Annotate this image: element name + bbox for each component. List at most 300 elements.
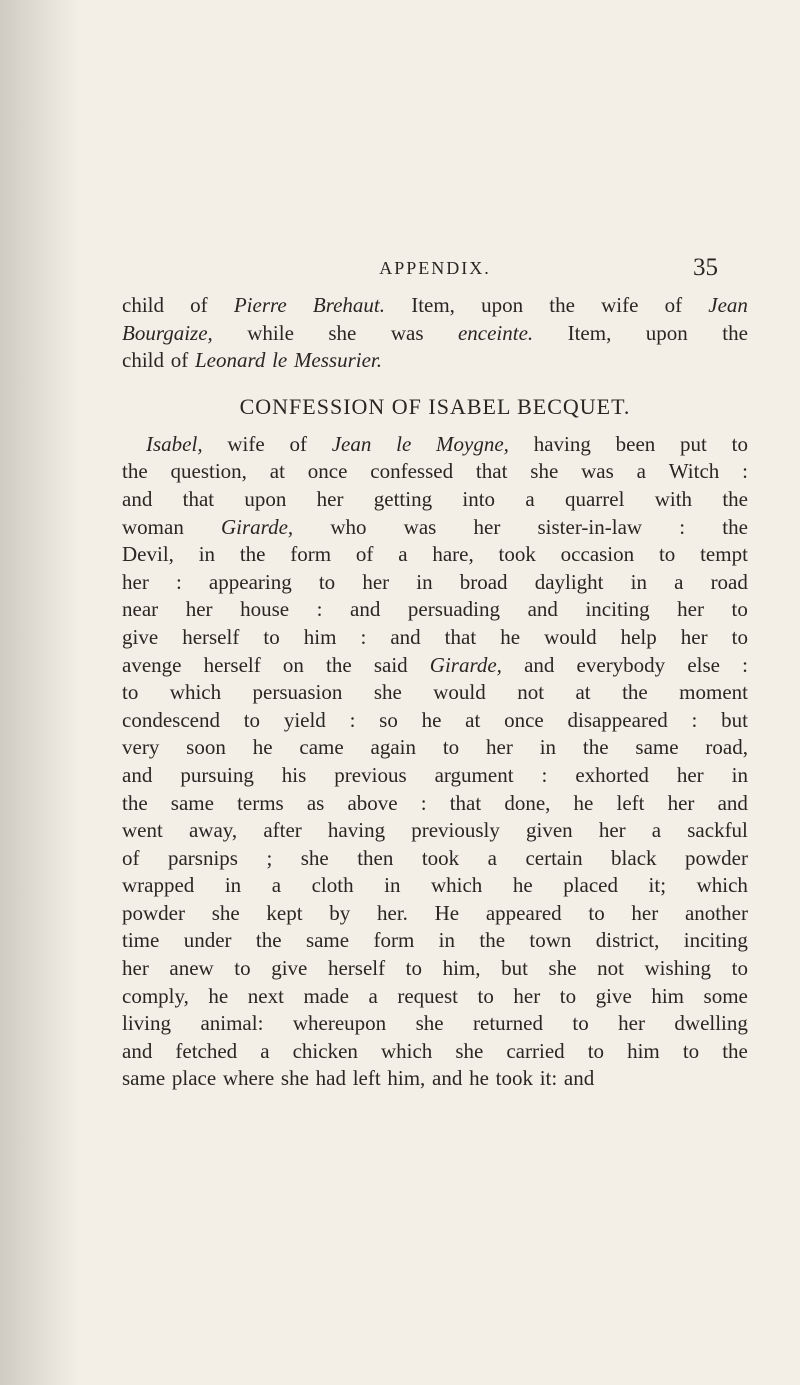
word: the [722, 1038, 748, 1063]
word: give [122, 624, 159, 649]
word: appearing [208, 569, 292, 594]
word: previously [411, 818, 500, 843]
word: a [271, 873, 282, 898]
word: in [416, 569, 433, 594]
word: her [185, 597, 213, 622]
word: a [260, 1038, 270, 1063]
word: not [597, 956, 624, 981]
word: her [362, 569, 390, 594]
word: road, [705, 735, 748, 760]
word: but [721, 707, 748, 732]
text-line [122, 458, 748, 486]
word: and [122, 1038, 153, 1063]
word: to [243, 707, 261, 732]
text-line [122, 707, 748, 735]
word: who [330, 514, 367, 539]
page-number: 35 [693, 254, 718, 281]
word: him, [387, 1066, 426, 1091]
word: Item, [567, 320, 612, 345]
word: district, [595, 928, 660, 953]
word: Girarde, [429, 652, 502, 677]
word: exhorted [575, 762, 649, 787]
word: the [722, 514, 748, 539]
word: town [529, 928, 572, 953]
text-line [122, 624, 748, 652]
word: as [306, 790, 325, 815]
word: : [360, 624, 367, 649]
text-line [122, 431, 748, 459]
word: a [398, 542, 408, 567]
word: he [573, 790, 594, 815]
word: and [122, 762, 153, 787]
text-line [122, 734, 748, 762]
word: she [280, 1066, 309, 1091]
word: but [501, 956, 528, 981]
word: wishing [644, 956, 712, 981]
text-line [122, 1038, 748, 1066]
word: certain [525, 845, 583, 870]
word: cloth [311, 873, 354, 898]
word: and [524, 652, 555, 677]
word: and [350, 597, 381, 622]
word: which [696, 873, 748, 898]
word: of [190, 293, 208, 317]
word: she [211, 900, 240, 925]
running-head: APPENDIX. [379, 258, 491, 278]
word: same [122, 1066, 166, 1091]
word: same [635, 735, 679, 760]
word: her [122, 956, 149, 981]
word: carried [506, 1038, 565, 1063]
word: herself [203, 652, 261, 677]
word: she [373, 680, 402, 705]
word: it; [648, 873, 667, 898]
word: dwelling [674, 1011, 748, 1036]
word: chicken [292, 1038, 358, 1063]
word: a [674, 569, 684, 594]
word: animal: [200, 1011, 264, 1036]
word: it: [539, 1066, 558, 1091]
word: that [182, 486, 215, 511]
word: Isabel, [146, 431, 203, 456]
word: Pierre [233, 293, 287, 317]
word: terms [237, 790, 284, 815]
word: took [421, 845, 460, 870]
word: inciting [585, 597, 650, 622]
word: her [667, 790, 695, 815]
word: made [303, 983, 349, 1008]
word: question, [170, 459, 247, 484]
word: moment [679, 680, 748, 705]
word: where [222, 1066, 275, 1091]
word: him [651, 983, 684, 1008]
word: while [247, 320, 294, 345]
word: been [615, 431, 656, 456]
word: her [473, 514, 501, 539]
word: of [289, 431, 307, 456]
word: was [403, 514, 437, 539]
word: he [500, 624, 521, 649]
word: black [611, 845, 657, 870]
word: came [299, 735, 344, 760]
word: in [438, 928, 456, 953]
word: into [462, 486, 496, 511]
word: time [122, 928, 160, 953]
word: house [240, 597, 290, 622]
word: persuasion [252, 680, 343, 705]
word: and [563, 1066, 595, 1091]
word: to [318, 569, 336, 594]
word: of [122, 845, 140, 870]
word: of [355, 542, 374, 567]
word: him [627, 1038, 660, 1063]
word: to [572, 1011, 589, 1036]
text-line [122, 900, 748, 928]
word: place [171, 1066, 217, 1091]
word: her [631, 900, 659, 925]
paragraph-item-list [122, 292, 748, 375]
word: child [122, 348, 164, 373]
word: Messurier. [293, 348, 383, 373]
word: not [517, 680, 545, 705]
word: her [618, 1011, 645, 1036]
word: to [731, 956, 748, 981]
word: with [654, 486, 693, 511]
word: powder [685, 845, 748, 870]
text-line [122, 762, 748, 790]
word: was [390, 320, 424, 345]
word: : [679, 514, 686, 539]
word: and [717, 790, 748, 815]
text-line [122, 872, 748, 900]
text-line [122, 817, 748, 845]
word: give [595, 983, 632, 1008]
word: to [559, 983, 577, 1008]
text-line [122, 347, 748, 375]
word: she [328, 320, 357, 345]
word: the [722, 486, 748, 511]
word: a [651, 818, 662, 843]
word: in [224, 873, 242, 898]
word: whereupon [292, 1011, 387, 1036]
word: disappeared [567, 707, 668, 732]
word: confessed [370, 459, 454, 484]
word: after [263, 818, 302, 843]
word: done, [504, 790, 551, 815]
word: else [687, 652, 720, 677]
word: : [420, 790, 427, 815]
word: Jean [708, 293, 748, 317]
word: to [442, 735, 460, 760]
word: he [252, 735, 273, 760]
word: away, [188, 818, 238, 843]
page-header [122, 254, 748, 292]
word: getting [373, 486, 433, 511]
word: powder [122, 900, 185, 925]
word: said [373, 652, 408, 677]
word: condescend [122, 707, 220, 732]
word: the [122, 459, 148, 484]
word: returned [473, 1011, 543, 1036]
word: argument [434, 762, 514, 787]
word: of [664, 293, 683, 317]
word: her. [377, 900, 408, 925]
word: avenge [122, 652, 182, 677]
word: Bourgaize, [122, 320, 213, 345]
word: request [397, 983, 458, 1008]
word: road [710, 569, 748, 594]
word: given [526, 818, 573, 843]
word: left [352, 1066, 381, 1091]
word: to [587, 1038, 605, 1063]
word: her [680, 624, 708, 649]
word: took [498, 542, 536, 567]
word: which [380, 1038, 433, 1063]
word: would [433, 680, 486, 705]
text-line [122, 541, 748, 569]
word: took [495, 1066, 533, 1091]
word: at [575, 680, 591, 705]
word: to [234, 956, 251, 981]
word: the [479, 928, 506, 953]
word: would [544, 624, 597, 649]
word: went [122, 818, 163, 843]
word: He [434, 900, 460, 925]
word: tempt [700, 542, 748, 567]
word: everybody [576, 652, 666, 677]
word: a [525, 486, 535, 511]
word: le [272, 348, 288, 373]
text-line [122, 514, 748, 542]
word: anew [169, 956, 214, 981]
word: having [533, 431, 591, 456]
word: upon [645, 320, 688, 345]
word: ; [266, 845, 273, 870]
word: the [255, 928, 282, 953]
word: persuading [407, 597, 501, 622]
word: to [477, 983, 494, 1008]
word: living [122, 1011, 172, 1036]
word: to [731, 431, 748, 456]
word: in [539, 735, 557, 760]
text-line [122, 292, 748, 320]
word: form [373, 928, 415, 953]
word: to [682, 1038, 700, 1063]
paragraph-confession [122, 431, 748, 1093]
word: that [444, 624, 477, 649]
text-line [122, 596, 748, 624]
word: another [684, 900, 748, 925]
word: so [379, 707, 398, 732]
word: to [122, 680, 139, 705]
word: the [549, 293, 575, 317]
word: he [512, 873, 533, 898]
word: to [263, 624, 280, 649]
word: enceinte. [457, 320, 534, 345]
word: Brehaut. [312, 293, 386, 317]
word: quarrel [564, 486, 625, 511]
word: and [122, 486, 153, 511]
word: left [616, 790, 645, 815]
word: kept [266, 900, 303, 925]
word: at [465, 707, 481, 732]
word: to [731, 597, 748, 622]
word: form [290, 542, 332, 567]
word: Witch [668, 459, 720, 484]
word: to [731, 624, 748, 649]
word: in [384, 873, 401, 898]
word: soon [186, 735, 226, 760]
word: Devil, [122, 542, 174, 567]
word: at [269, 459, 285, 484]
word: she [415, 1011, 444, 1036]
word: having [327, 818, 386, 843]
word: Leonard [194, 348, 266, 373]
word: broad [459, 569, 508, 594]
word: her [122, 569, 149, 594]
text-line [122, 983, 748, 1011]
text-line [122, 1065, 748, 1093]
word: and [390, 624, 421, 649]
word: then [357, 845, 394, 870]
word: put [680, 431, 707, 456]
word: the [326, 652, 352, 677]
word: fetched [175, 1038, 238, 1063]
word: she [455, 1038, 484, 1063]
word: help [620, 624, 657, 649]
word: of [170, 348, 189, 373]
word: which [169, 680, 222, 705]
word: near [122, 597, 159, 622]
word: same [305, 928, 350, 953]
word: same [170, 790, 214, 815]
word: wrapped [122, 873, 195, 898]
word: comply, [122, 983, 189, 1008]
text-line [122, 790, 748, 818]
word: again [370, 735, 416, 760]
word: daylight [534, 569, 604, 594]
text-line [122, 569, 748, 597]
text-line [122, 679, 748, 707]
word: upon [244, 486, 287, 511]
word: in [630, 569, 647, 594]
word: sackful [687, 818, 748, 843]
word: and [432, 1066, 463, 1091]
word: Girarde, [221, 514, 294, 539]
word: inciting [683, 928, 748, 953]
word: he [469, 1066, 489, 1091]
word: had [315, 1066, 346, 1091]
word: give [271, 956, 308, 981]
word: once [307, 459, 348, 484]
word: Jean [331, 431, 372, 456]
text-line [122, 320, 748, 348]
word: her [316, 486, 344, 511]
book-gutter-shadow [0, 0, 80, 1385]
word: her [598, 818, 626, 843]
word: wife [227, 431, 265, 456]
word: appeared [485, 900, 562, 925]
word: next [247, 983, 284, 1008]
word: a [368, 983, 378, 1008]
word: child [122, 293, 164, 317]
word: woman [122, 514, 184, 539]
word: he [208, 983, 229, 1008]
word: sister-in-law [537, 514, 643, 539]
word: in [198, 542, 216, 567]
word: hare, [432, 542, 474, 567]
word: the [122, 790, 148, 815]
word: : [742, 459, 748, 484]
text-line [122, 845, 748, 873]
word: on [282, 652, 304, 677]
word: the [239, 542, 266, 567]
word: and [527, 597, 558, 622]
text-line [122, 955, 748, 983]
word: herself [182, 624, 240, 649]
word: him, [442, 956, 481, 981]
word: parsnips [167, 845, 238, 870]
word: : [541, 762, 548, 787]
word: to [405, 956, 423, 981]
word: Moygne, [436, 431, 509, 456]
word: yield [283, 707, 326, 732]
word: previous [334, 762, 407, 787]
word: : [742, 652, 748, 677]
word: some [703, 983, 748, 1008]
word: : [316, 597, 323, 622]
word: him [303, 624, 337, 649]
word: was [581, 459, 614, 484]
word: above [347, 790, 398, 815]
word: the [722, 320, 748, 345]
word: : [349, 707, 356, 732]
word: her [486, 735, 513, 760]
word: occasion [560, 542, 635, 567]
word: that [475, 459, 508, 484]
word: to [658, 542, 676, 567]
word: her [677, 597, 704, 622]
word: the [622, 680, 648, 705]
text-line [122, 486, 748, 514]
word: herself [327, 956, 386, 981]
word: he [421, 707, 442, 732]
word: very [122, 735, 160, 760]
text-line [122, 652, 748, 680]
word: to [588, 900, 605, 925]
word: her [676, 762, 704, 787]
word: his [281, 762, 307, 787]
word: by [329, 900, 351, 925]
word: Item, [411, 293, 455, 317]
section-heading: CONFESSION OF ISABEL BECQUET. [239, 393, 631, 419]
word: she [548, 956, 577, 981]
word: which [430, 873, 483, 898]
word: the [582, 735, 609, 760]
book-page [122, 254, 748, 1093]
word: once [504, 707, 544, 732]
word: upon [481, 293, 524, 317]
word: she [530, 459, 559, 484]
text-line [122, 927, 748, 955]
word: wife [601, 293, 639, 317]
text-line [122, 1010, 748, 1038]
word: she [300, 845, 329, 870]
word: placed [563, 873, 618, 898]
word: a [487, 845, 497, 870]
word: : [175, 569, 182, 594]
word: : [691, 707, 698, 732]
